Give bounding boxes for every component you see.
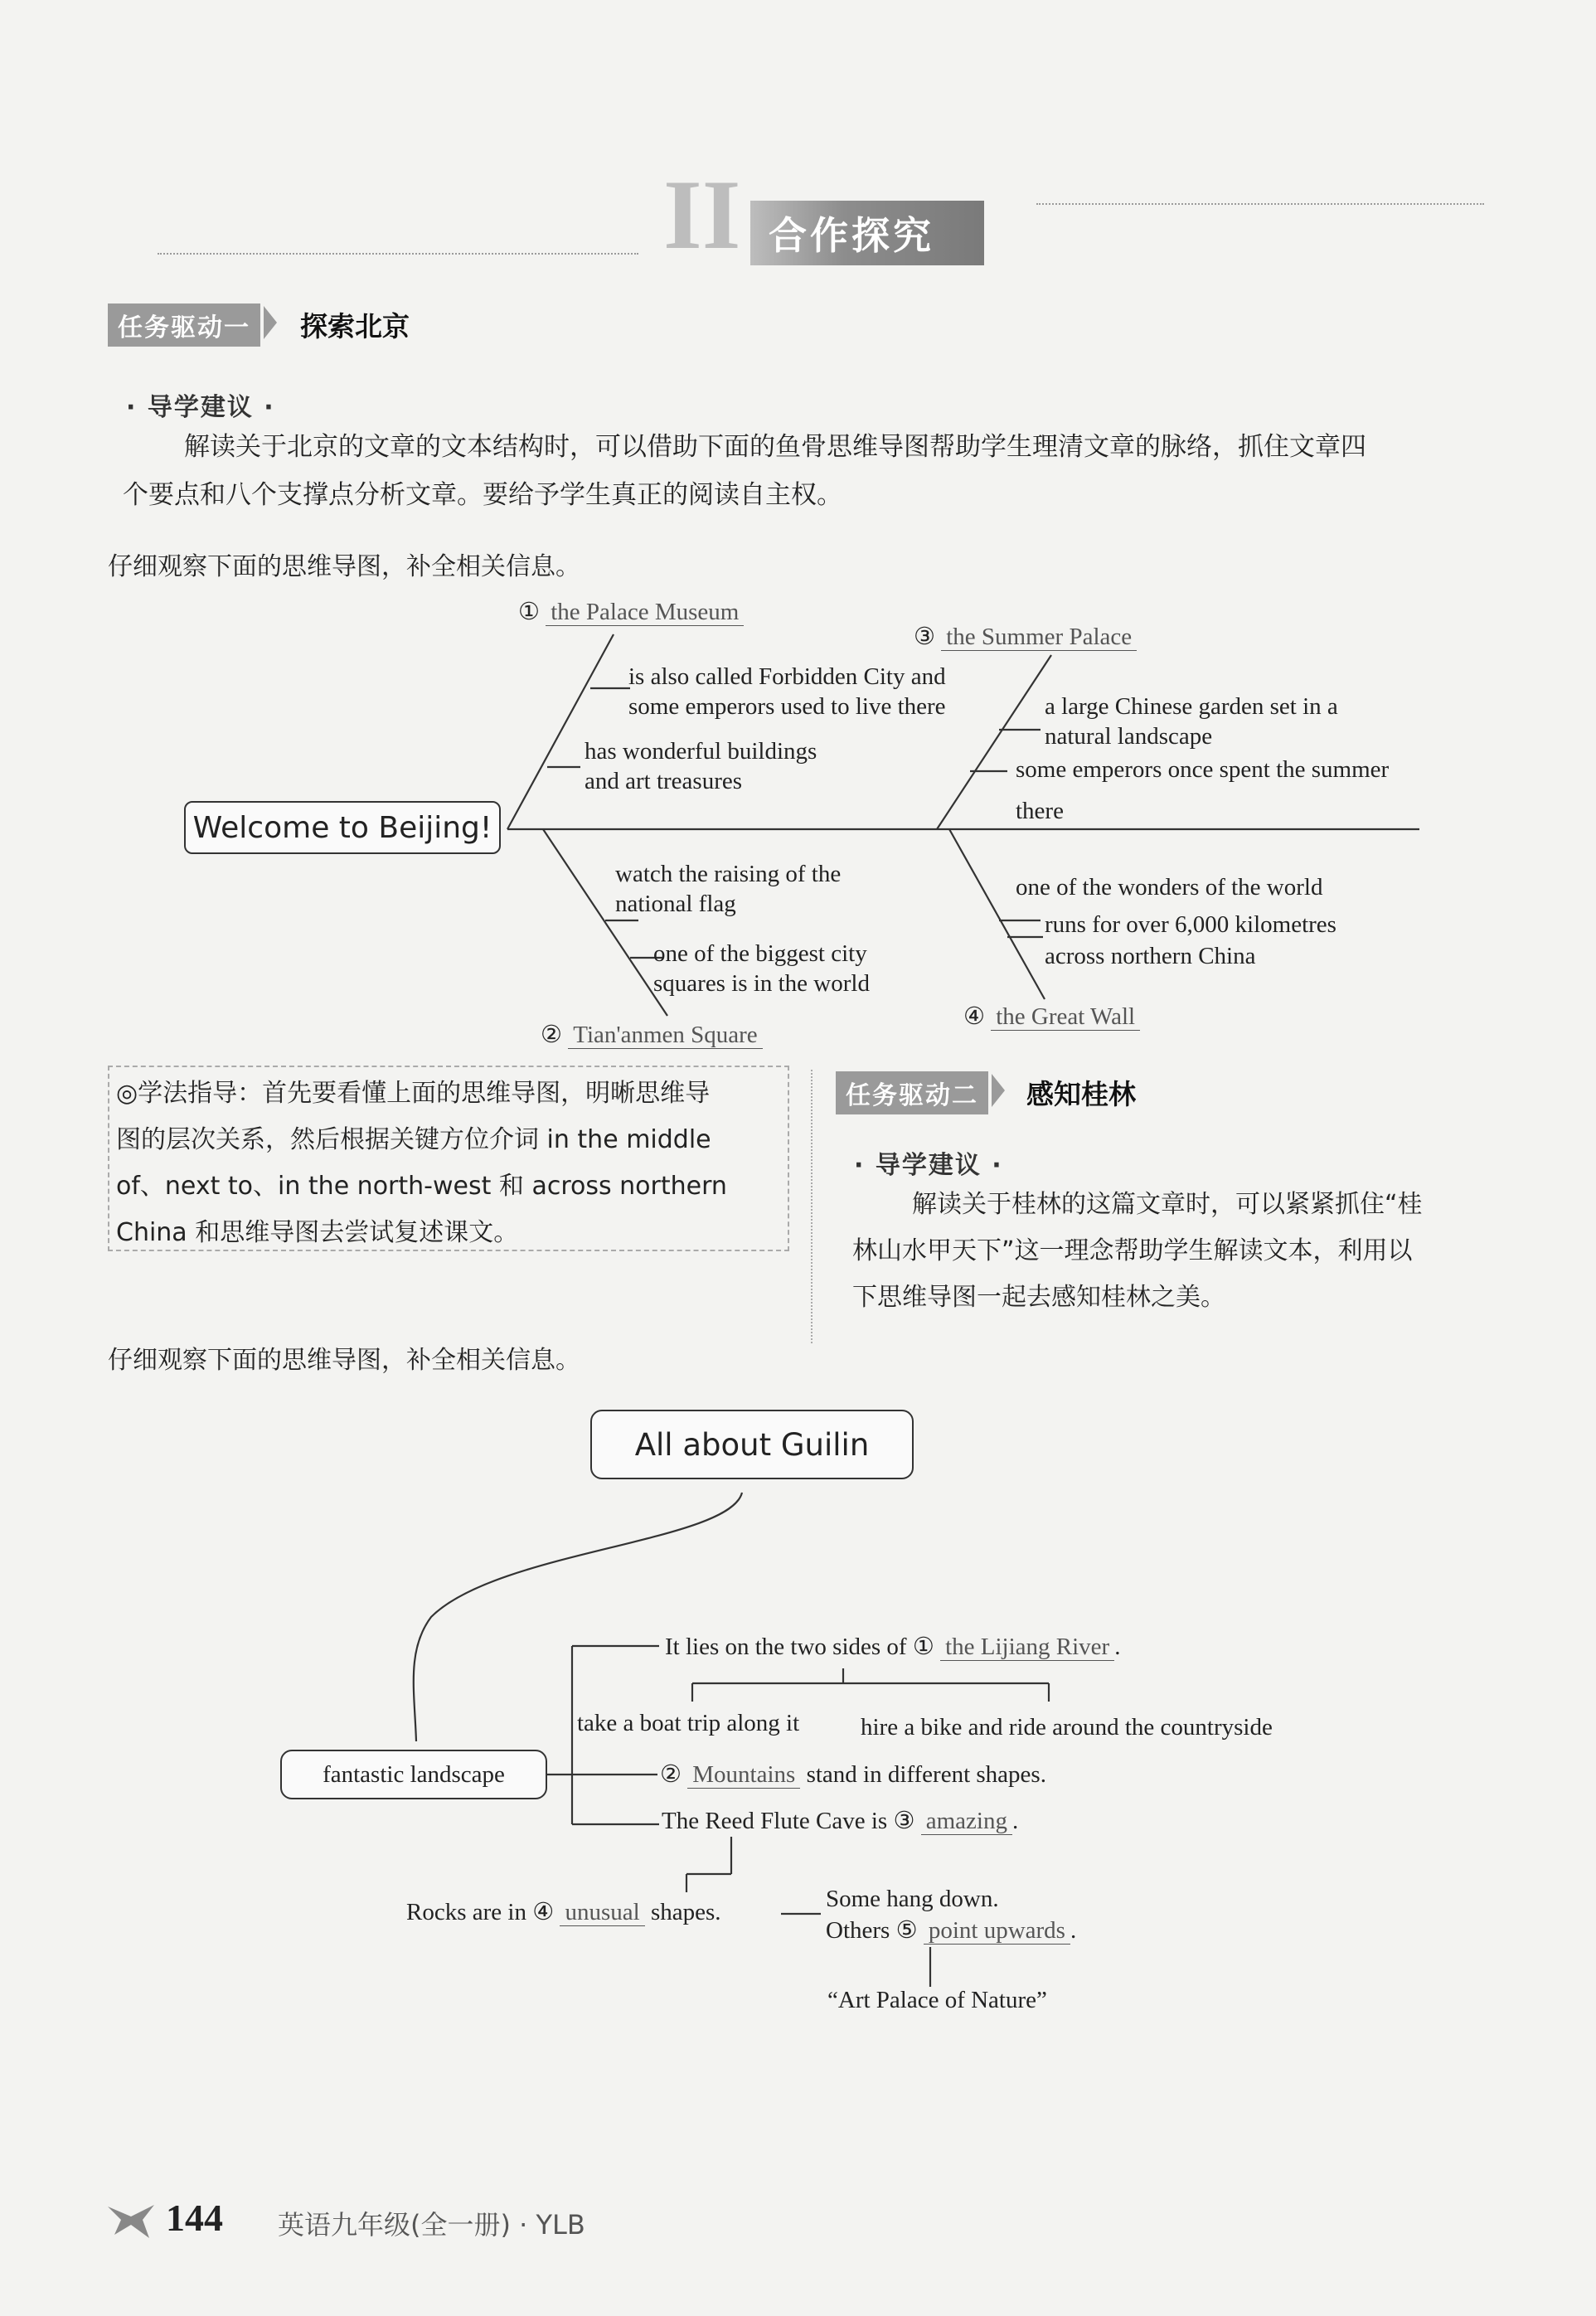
item3-num: ③ xyxy=(914,624,935,650)
task2-title: 感知桂林 xyxy=(1026,1078,1136,1110)
task1-guide-line1: 解读关于北京的文章的文本结构时，可以借助下面的鱼骨思维导图帮助学生理清文章的脉络，抓住文章四 xyxy=(184,432,1366,462)
item1-detail4: and art treasures xyxy=(585,768,743,794)
item3-detail3: some emperors once spent the summer xyxy=(1016,756,1390,783)
task2-tag: 任务驱动二 xyxy=(836,1071,988,1114)
guilin-root xyxy=(590,1410,914,1479)
page-number: 144 xyxy=(166,2197,223,2239)
guilin-hang: Some hang down. xyxy=(826,1886,999,1912)
task1-guide-head: · 导学建议 · xyxy=(126,393,275,422)
l2-answer: Mountains xyxy=(687,1761,800,1789)
guilin-line4 xyxy=(406,1897,721,1927)
l1-answer: the Lijiang River xyxy=(940,1634,1114,1661)
item4-answer: the Great Wall xyxy=(991,1003,1140,1031)
section-numeral: II xyxy=(663,159,741,269)
task1-tag: 任务驱动一 xyxy=(108,303,260,347)
l4-prefix: Rocks are in xyxy=(406,1899,526,1925)
item3-detail4: there xyxy=(1016,798,1064,824)
guilin-activity-boat: take a boat trip along it xyxy=(577,1710,800,1736)
item4-num: ④ xyxy=(963,1003,985,1030)
tip-line2: 图的层次关系，然后根据关键方位介词 in the middle xyxy=(116,1125,711,1154)
item4-detail2: runs for over 6,000 kilometres xyxy=(1045,911,1336,938)
item1-detail1: is also called Forbidden City and xyxy=(628,663,946,690)
footer-bird-icon xyxy=(106,2202,156,2241)
l5-prefix: Others xyxy=(826,1917,890,1944)
item3-detail2: natural landscape xyxy=(1045,723,1213,750)
l3-suffix: . xyxy=(1011,1808,1019,1834)
l4-suffix: shapes. xyxy=(650,1899,721,1925)
l5-suffix: . xyxy=(1070,1917,1077,1944)
tip-line4: China 和思维导图去尝试复述课文。 xyxy=(116,1218,519,1247)
task2-guide-line2: 林山水甲天下”这一理念帮助学生解读文本，利用以 xyxy=(852,1236,1413,1265)
l4-answer: unusual xyxy=(560,1899,644,1926)
item2-detail3: one of the biggest city xyxy=(653,940,867,967)
guilin-branch xyxy=(280,1750,547,1799)
l2-num: ② xyxy=(660,1761,682,1788)
item1-num: ① xyxy=(518,599,540,625)
tip-line1: ◎学法指导：首先要看懂上面的思维导图，明晰思维导 xyxy=(116,1079,711,1108)
l2-suffix: stand in different shapes. xyxy=(806,1761,1046,1788)
tip-line3: of、next to、in the north-west 和 across northern xyxy=(116,1172,727,1201)
l4-num: ④ xyxy=(532,1899,555,1925)
guilin-line5 xyxy=(826,1915,1076,1945)
l1-num: ① xyxy=(912,1634,934,1660)
fishbone-center-text: Welcome to Beijing! xyxy=(192,810,492,845)
guilin-line2 xyxy=(660,1760,1046,1789)
book-title: 英语九年级(全一册) · YLB xyxy=(278,2209,585,2241)
l3-answer: amazing xyxy=(921,1808,1012,1835)
task1-instruction: 仔细观察下面的思维导图，补全相关信息。 xyxy=(108,552,580,581)
guilin-branch-text: fantastic landscape xyxy=(323,1760,505,1788)
guilin-root-text: All about Guilin xyxy=(634,1426,870,1463)
item3-detail1: a large Chinese garden set in a xyxy=(1045,693,1338,720)
item2-num: ② xyxy=(541,1022,562,1048)
l1-suffix: . xyxy=(1114,1634,1121,1660)
item4-detail3: across northern China xyxy=(1045,943,1256,969)
l3-prefix: The Reed Flute Cave is xyxy=(662,1808,888,1834)
guilin-line1 xyxy=(665,1632,1120,1662)
item2-answer: Tian'anmen Square xyxy=(568,1022,762,1049)
task2-guide-head: · 导学建议 · xyxy=(854,1151,1003,1180)
l1-prefix: It lies on the two sides of xyxy=(665,1634,907,1660)
l5-answer: point upwards xyxy=(924,1917,1070,1945)
item2-detail2: national flag xyxy=(615,891,736,917)
guilin-activity-bike: hire a bike and ride around the countryside xyxy=(861,1714,1273,1741)
task1-title: 探索北京 xyxy=(300,310,410,342)
guilin-art-palace: “Art Palace of Nature” xyxy=(827,1987,1047,2013)
section-title: 合作探究 xyxy=(750,201,984,265)
task1-guide-line2: 个要点和八个支撑点分析文章。要给予学生真正的阅读自主权。 xyxy=(123,480,842,510)
guilin-line3 xyxy=(662,1806,1018,1836)
item1-detail2: some emperors used to live there xyxy=(628,693,946,720)
task2-instruction: 仔细观察下面的思维导图，补全相关信息。 xyxy=(108,1346,580,1375)
item2-detail4: squares is in the world xyxy=(653,970,870,997)
l5-num: ⑤ xyxy=(895,1917,918,1944)
task2-guide-line1: 解读关于桂林的这篇文章时，可以紧紧抓住“桂 xyxy=(912,1190,1423,1219)
task2-guide-line3: 下思维导图一起去感知桂林之美。 xyxy=(852,1283,1225,1312)
item1-answer: the Palace Museum xyxy=(546,599,744,626)
item1-detail3: has wonderful buildings xyxy=(585,738,817,765)
item2-detail1: watch the raising of the xyxy=(615,861,842,887)
item4-detail1: one of the wonders of the world xyxy=(1016,874,1323,901)
l3-num: ③ xyxy=(893,1808,915,1834)
item3-answer: the Summer Palace xyxy=(941,624,1137,651)
